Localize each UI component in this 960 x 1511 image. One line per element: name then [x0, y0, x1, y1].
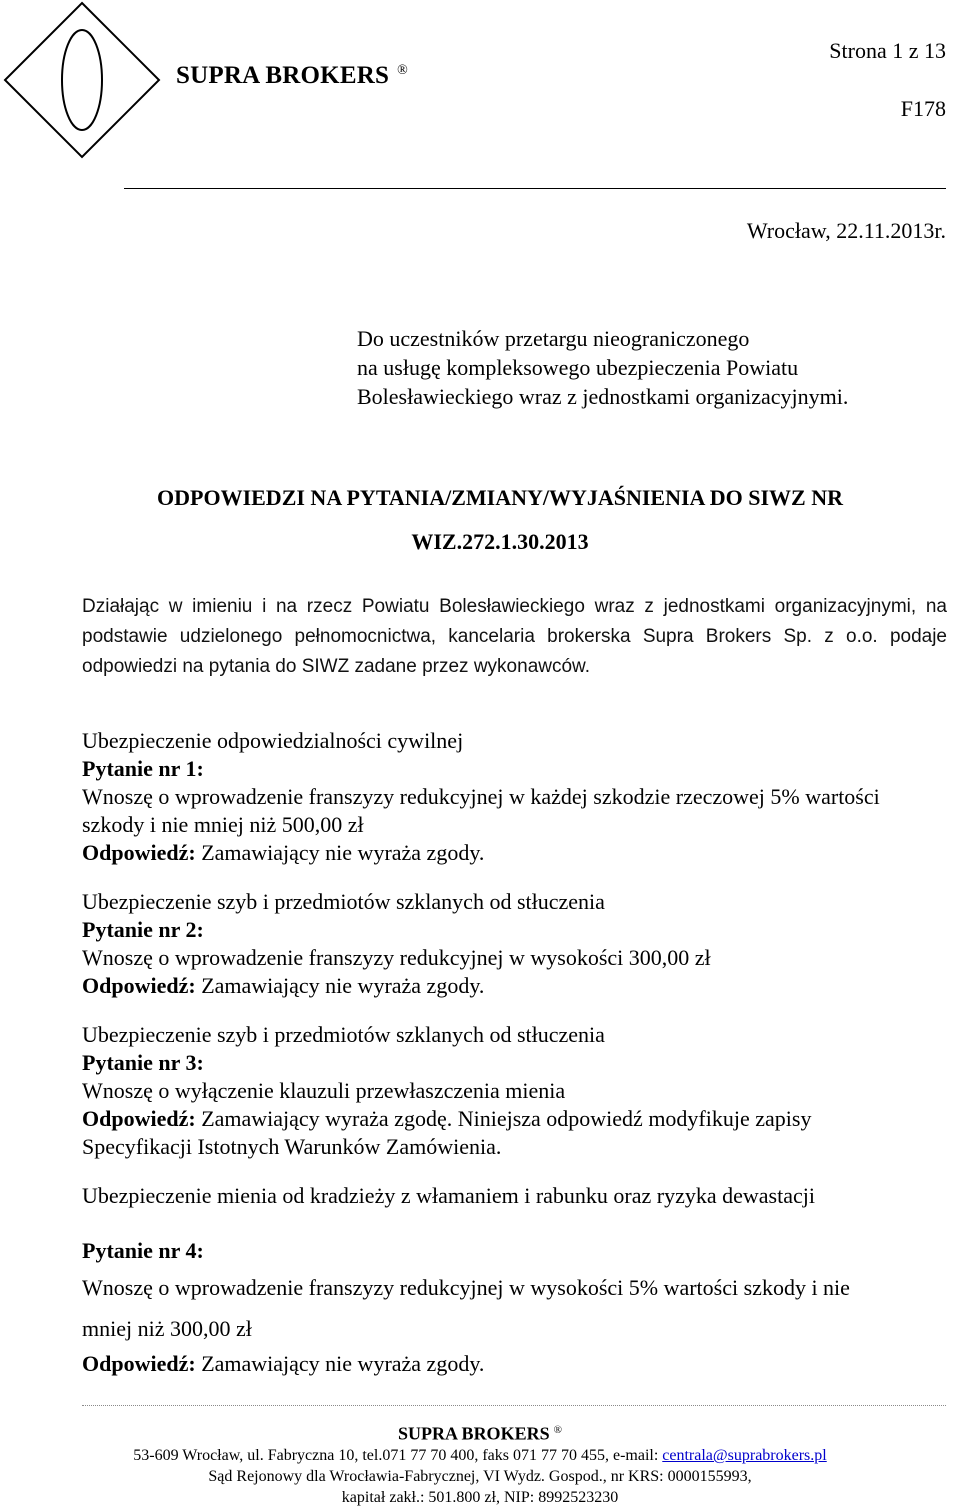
question-text: mniej niż 300,00 zł [82, 1316, 252, 1341]
answer-label: Odpowiedź: [82, 840, 196, 865]
question-text: szkody i nie mniej niż 500,00 zł [82, 812, 364, 837]
header-divider [124, 188, 946, 189]
answer-label: Odpowiedź: [82, 1351, 196, 1376]
question-block-3 [82, 1021, 952, 1161]
brand-name: SUPRA BROKERS ® [176, 62, 408, 89]
question-text: Wnoszę o wprowadzenie franszyzy redukcyjnej w wysokości 5% wartości szkody i nie [82, 1275, 850, 1300]
answer-line [82, 972, 952, 1000]
question-label: Pytanie nr 1: [82, 756, 204, 781]
question-label: Pytanie nr 2: [82, 917, 204, 942]
page-number: Strona 1 z 13 [829, 38, 946, 63]
page-footer [0, 1420, 960, 1508]
answer-line [82, 1105, 952, 1133]
answer-text: Zamawiający wyraża zgodę. Niniejsza odpowiedź modyfikuje zapisy [201, 1106, 812, 1131]
section-heading: Ubezpieczenie mienia od kradzieży z włamaniem i rabunku oraz ryzyka dewastacji [82, 1183, 815, 1208]
addressee-line: Bolesławieckiego wraz z jednostkami organizacyjnymi. [357, 384, 849, 409]
document-date: Wrocław, 22.11.2013r. [746, 218, 946, 243]
answer-line [82, 1350, 952, 1378]
footer-capital: kapitał zakł.: 501.800 zł, NIP: 8992523230 [341, 1489, 619, 1507]
question-text: Wnoszę o wprowadzenie franszyzy redukcyjnej w wysokości 300,00 zł [82, 945, 711, 970]
answer-text: Zamawiający nie wyraża zgody. [201, 973, 485, 998]
section-heading: Ubezpieczenie odpowiedzialności cywilnej [82, 728, 464, 753]
question-block-1 [82, 727, 952, 867]
question-block-4 [82, 1182, 952, 1378]
question-text: Wnoszę o wprowadzenie franszyzy redukcyjnej w każdej szkodzie rzeczowej 5% wartości [82, 784, 880, 809]
email-link[interactable]: centrala@suprabrokers.pl [662, 1447, 827, 1465]
addressee-line: na usługę kompleksowego ubezpieczenia Powiatu [357, 355, 799, 380]
form-code: F178 [900, 96, 946, 121]
answer-text: Zamawiający nie wyraża zgody. [201, 840, 485, 865]
question-block-2 [82, 888, 952, 1000]
addressee-line: Do uczestników przetargu nieograniczonego [357, 326, 750, 351]
section-heading: Ubezpieczenie szyb i przedmiotów szklanych od stłuczenia [82, 889, 605, 914]
question-label: Pytanie nr 4: [82, 1238, 204, 1263]
footer-brand: SUPRA BROKERS ® [398, 1423, 562, 1444]
question-text: Wnoszę o wyłączenie klauzuli przewłaszczenia mienia [82, 1078, 566, 1103]
document-title: ODPOWIEDZI NA PYTANIA/ZMIANY/WYJAŚNIENIA DO SIWZ NR [157, 485, 843, 510]
footer-divider [82, 1405, 946, 1406]
section-heading: Ubezpieczenie szyb i przedmiotów szklanych od stłuczenia [82, 1022, 605, 1047]
registered-mark: ® [553, 1424, 562, 1436]
answer-label: Odpowiedź: [82, 1106, 196, 1131]
answer-text: Zamawiający nie wyraża zgody. [201, 1351, 485, 1376]
document-number: WIZ.272.1.30.2013 [411, 529, 589, 554]
addressee-block [357, 324, 848, 411]
intro-paragraph: Działając w imieniu i na rzecz Powiatu Bolesławieckiego wraz z jednostkami organizacyjnymi, na podstawie udzielonego pełnomocnictwa, kancelaria brokerska Supra Brokers Sp. z o.o. podaje odpowiedzi na pytania do SIWZ zadane przez wykonawców. [82, 596, 947, 677]
question-label: Pytanie nr 3: [82, 1050, 204, 1075]
diamond-logo-icon [2, 0, 162, 160]
answer-line [82, 839, 952, 867]
answer-label: Odpowiedź: [82, 973, 196, 998]
footer-address: 53-609 Wrocław, ul. Fabryczna 10, tel.071 77 70 400, faks 071 77 70 455, e-mail: centrala@suprabrokers.pl [133, 1447, 827, 1465]
footer-court: Sąd Rejonowy dla Wrocławia-Fabrycznej, VI Wydz. Gospod., nr KRS: 0000155993, [208, 1468, 752, 1486]
answer-text: Specyfikacji Istotnych Warunków Zamówienia. [82, 1134, 502, 1159]
registered-mark: ® [397, 62, 408, 78]
